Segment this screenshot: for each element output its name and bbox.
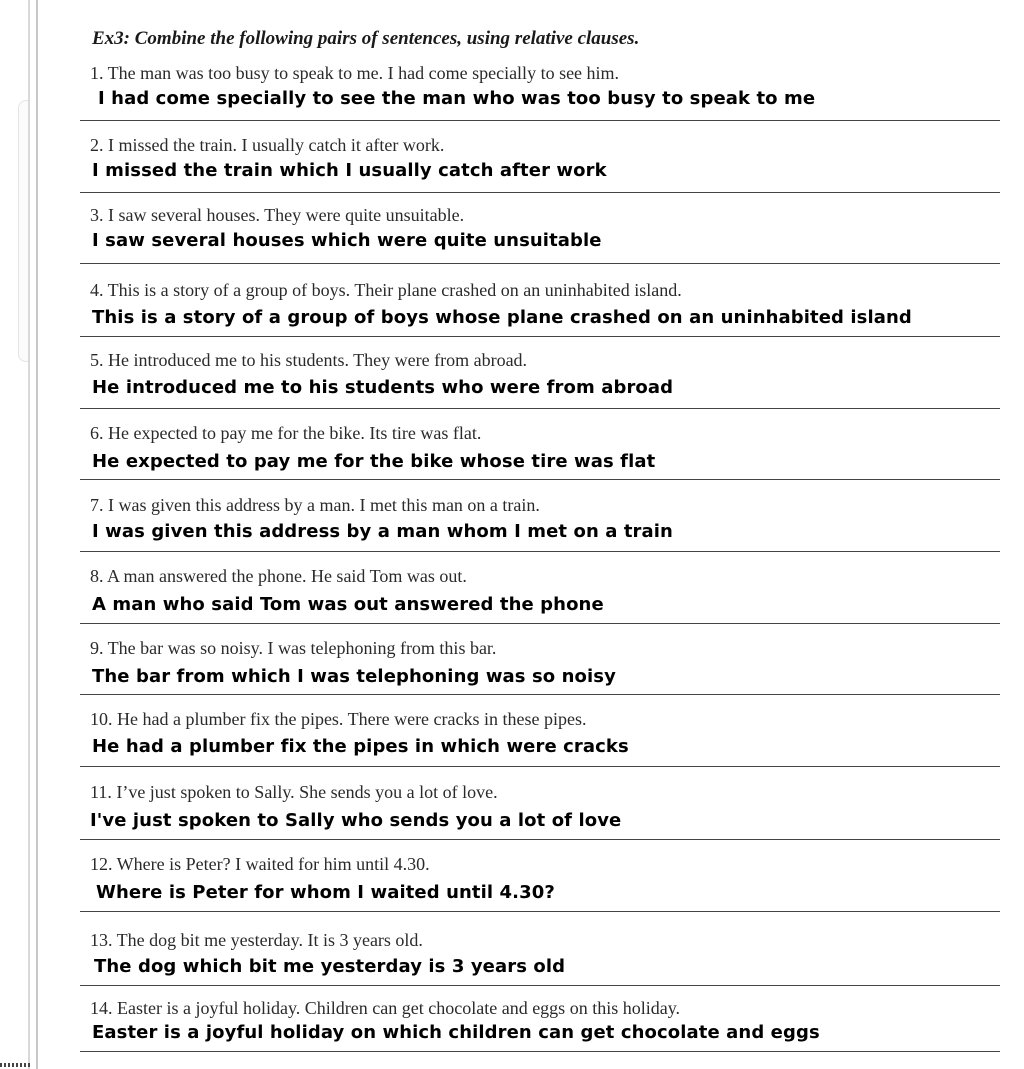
exercise-prompt: 8. A man answered the phone. He said Tom was out.: [90, 566, 467, 586]
exercise-prompt: 10. He had a plumber fix the pipes. There were cracks in these pipes.: [90, 709, 587, 729]
exercise-prompt: 2. I missed the train. I usually catch it after work.: [90, 135, 445, 155]
exercise-answer: I missed the train which I usually catch after work: [92, 160, 607, 181]
exercise-instruction: Ex3: Combine the following pairs of sentences, using relative clauses.: [92, 28, 640, 49]
exercise-answer: Easter is a joyful holiday on which children can get chocolate and eggs: [92, 1022, 820, 1043]
exercise-prompt: 3. I saw several houses. They were quite unsuitable.: [90, 205, 465, 225]
answer-line: [80, 479, 1000, 480]
page-edge-line-inner: [36, 0, 38, 1069]
answer-line: [80, 263, 1000, 264]
exercise-answer: He introduced me to his students who were from abroad: [92, 377, 674, 398]
exercise-item-5: [80, 350, 1000, 410]
exercise-prompt: 1. The man was too busy to speak to me. I had come specially to see him.: [90, 63, 620, 83]
exercise-prompt: 5. He introduced me to his students. They were from abroad.: [90, 350, 528, 370]
exercise-item-1: [80, 63, 1000, 123]
answer-line: [80, 1051, 1000, 1052]
exercise-item-4: [80, 280, 1000, 340]
corner-mark: [0, 1063, 30, 1067]
answer-line: [80, 766, 1000, 767]
exercise-answer: Where is Peter for whom I waited until 4.30?: [96, 882, 555, 903]
exercise-answer: He had a plumber fix the pipes in which were cracks: [92, 736, 629, 757]
exercise-item-2: [80, 135, 1000, 195]
exercise-item-6: [80, 423, 1000, 483]
exercise-prompt: 9. The bar was so noisy. I was telephoning from this bar.: [90, 638, 497, 658]
exercise-answer: I had come specially to see the man who was too busy to speak to me: [98, 88, 816, 109]
answer-line: [80, 336, 1000, 337]
exercise-item-9: [80, 638, 1000, 698]
exercise-prompt: 14. Easter is a joyful holiday. Children can get chocolate and eggs on this holiday.: [90, 998, 681, 1018]
exercise-prompt: 13. The dog bit me yesterday. It is 3 years old.: [90, 930, 423, 950]
exercise-prompt: 6. He expected to pay me for the bike. Its tire was flat.: [90, 423, 482, 443]
exercise-prompt: 4. This is a story of a group of boys. Their plane crashed on an uninhabited island.: [90, 280, 682, 300]
answer-line: [80, 623, 1000, 624]
exercise-answer: I saw several houses which were quite unsuitable: [92, 230, 602, 251]
exercise-item-10: [80, 709, 1000, 769]
answer-line: [80, 120, 1000, 121]
exercise-item-11: [80, 782, 1000, 842]
answer-line: [80, 694, 1000, 695]
exercise-item-7: [80, 495, 1000, 555]
answer-line: [80, 839, 1000, 840]
exercise-prompt: 7. I was given this address by a man. I met this man on a train.: [90, 495, 540, 515]
answer-line: [80, 551, 1000, 552]
exercise-item-13: [80, 930, 1000, 990]
exercise-answer: A man who said Tom was out answered the phone: [92, 594, 604, 615]
page-edge-line: [28, 0, 30, 1069]
exercise-answer: The bar from which I was telephoning was so noisy: [92, 666, 616, 687]
exercise-item-3: [80, 205, 1000, 265]
exercise-answer: He expected to pay me for the bike whose tire was flat: [92, 451, 656, 472]
exercise-prompt: 11. I’ve just spoken to Sally. She sends you a lot of love.: [90, 782, 498, 802]
answer-line: [80, 985, 1000, 986]
exercise-answer: I was given this address by a man whom I met on a train: [92, 521, 673, 542]
exercise-answer: I've just spoken to Sally who sends you a lot of love: [90, 810, 622, 831]
exercise-answer: This is a story of a group of boys whose plane crashed on an uninhabited island: [92, 307, 912, 328]
exercise-item-8: [80, 566, 1000, 626]
exercise-prompt: 12. Where is Peter? I waited for him until 4.30.: [90, 854, 430, 874]
exercise-answer: The dog which bit me yesterday is 3 years old: [94, 956, 566, 977]
exercise-item-12: [80, 854, 1000, 914]
answer-line: [80, 911, 1000, 912]
answer-line: [80, 408, 1000, 409]
answer-line: [80, 192, 1000, 193]
exercise-item-14: [80, 998, 1000, 1058]
